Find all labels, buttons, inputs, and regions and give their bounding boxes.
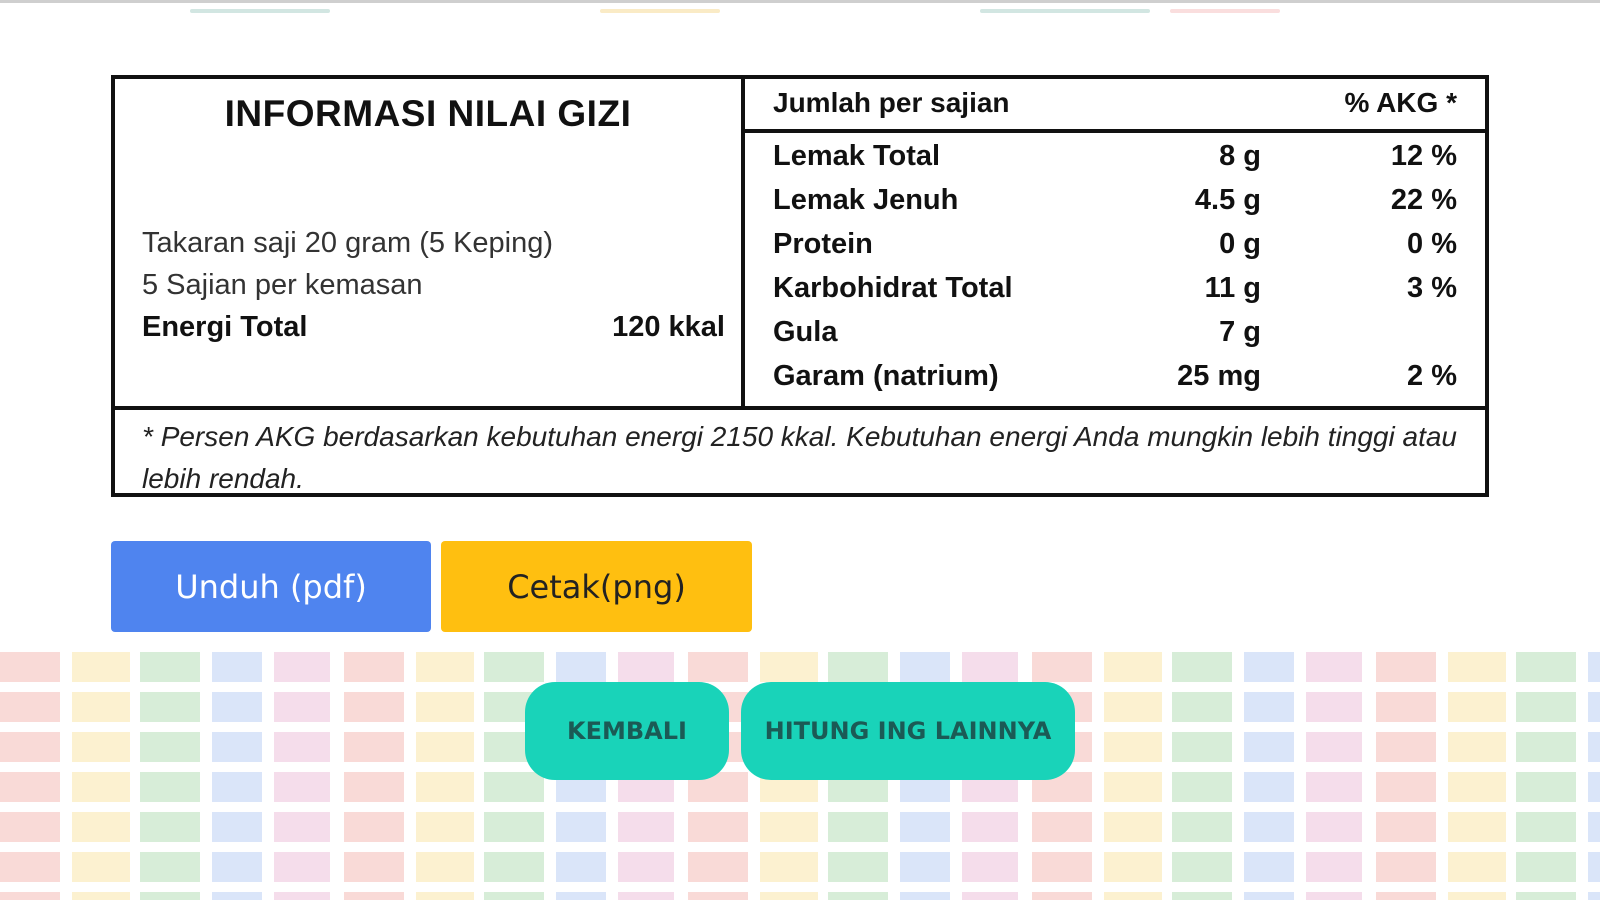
nutrient-row [745,316,1485,360]
header-per-serving: Jumlah per sajian [773,87,1010,118]
top-decoration [1170,9,1280,13]
nutrient-akg: 12 % [1390,140,1457,172]
label-summary [115,79,745,406]
top-decoration [190,9,330,13]
nutrient-name: Garam (natrium) [773,360,999,392]
serving-size: Takaran saji 20 gram (5 Keping) [142,227,554,259]
nutrient-row [745,272,1485,316]
nutrient-amount: 4.5 g [1194,184,1261,216]
nutrient-row [745,228,1485,272]
akg-footnote: * Persen AKG berdasarkan kebutuhan energi 2150 kkal. Kebutuhan energi Anda mungkin lebih tinggi atau lebih rendah. [115,406,1485,493]
download-pdf-button[interactable]: Unduh (pdf) [111,541,431,632]
nutrient-amount: 11 g [1204,272,1261,304]
energy-value: 120 kkal [612,311,725,343]
nutrient-table [745,79,1485,406]
nutrient-amount: 25 mg [1177,360,1261,392]
nutrient-row [745,140,1485,184]
nutrient-akg: 3 % [1407,272,1457,304]
nutrition-label [111,75,1489,497]
label-title: INFORMASI NILAI GIZI [224,93,632,134]
top-decoration [600,9,720,13]
back-button[interactable]: KEMBALI [525,682,729,780]
energy-label: Energi Total [142,311,308,343]
servings-per-pack: 5 Sajian per kemasan [142,269,423,301]
nutrient-row [745,184,1485,228]
print-png-button[interactable]: Cetak(png) [441,541,752,632]
nutrient-name: Karbohidrat Total [773,272,1013,304]
top-decoration [980,9,1150,13]
nutrient-name: Lemak Jenuh [773,184,959,216]
nutrient-amount: 8 g [1219,140,1261,172]
calculate-other-button[interactable]: HITUNG ING LAINNYA [741,682,1075,780]
header-akg: % AKG * [1344,87,1457,118]
top-border [0,0,1600,3]
nutrient-akg: 22 % [1390,184,1457,216]
nutrient-name: Gula [773,316,838,348]
nutrient-name: Lemak Total [773,140,941,172]
nutrient-table-header [745,79,1485,133]
nutrient-name: Protein [773,228,873,260]
nutrient-amount: 7 g [1219,316,1261,348]
nutrient-akg: 0 % [1407,228,1457,260]
nutrient-row [745,360,1485,404]
nutrient-akg: 2 % [1407,360,1457,392]
nutrient-amount: 0 g [1219,228,1261,260]
